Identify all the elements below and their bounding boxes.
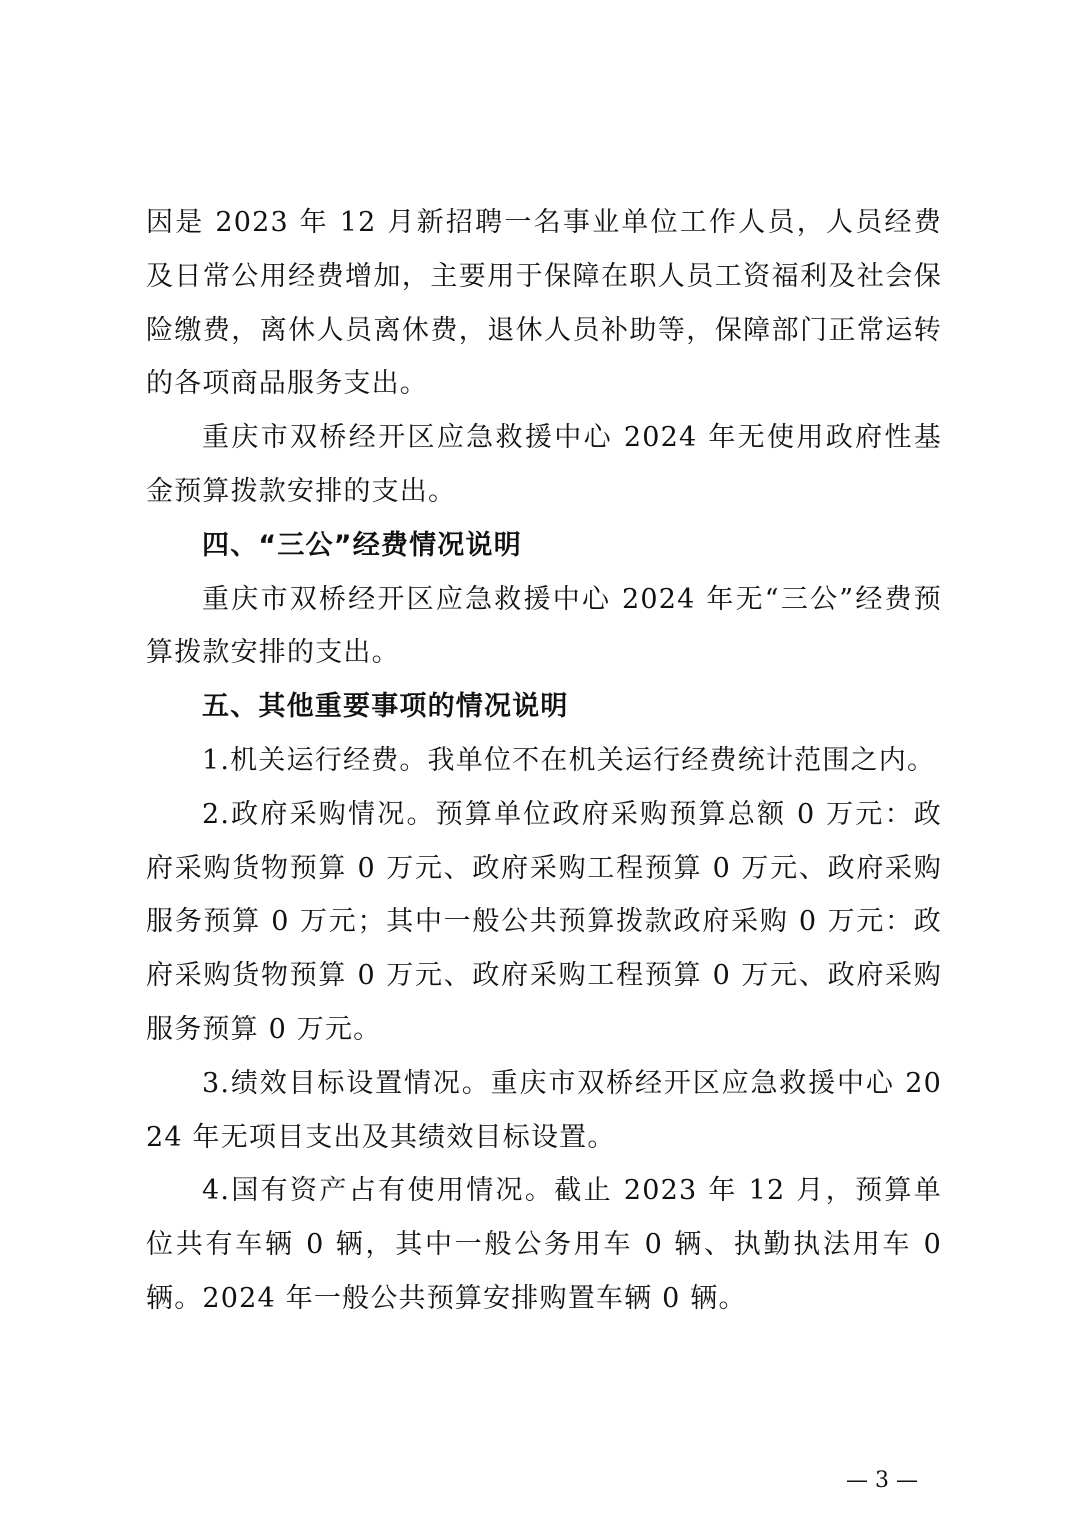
paragraph-personnel-expenses: 因是 2023 年 12 月新招聘一名事业单位工作人员，人员经费及日常公用经费增加，主要用于保障在职人员工资福利及社会保险缴费，离休人员离休费，退休人员补助等，保障部门正常运转的各项商品服务支出。: [146, 207, 942, 400]
document-body: [146, 196, 942, 1326]
paragraph-performance-targets: 3.绩效目标设置情况。重庆市双桥经开区应急救援中心 2024 年无项目支出及其绩效目标设置。: [146, 1067, 942, 1153]
section-heading-other-matters: 五、其他重要事项的情况说明: [202, 691, 569, 723]
paragraph-three-public-expenses: 重庆市双桥经开区应急救援中心 2024 年无“三公”经费预算拨款安排的支出。: [146, 583, 942, 669]
page-number: — 3 —: [846, 1468, 918, 1493]
section-heading-three-public: 四、“三公”经费情况说明: [202, 529, 522, 561]
paragraph-operating-expenses: 1.机关运行经费。我单位不在机关运行经费统计范围之内。: [202, 744, 936, 776]
paragraph-government-fund: 重庆市双桥经开区应急救援中心 2024 年无使用政府性基金预算拨款安排的支出。: [146, 422, 942, 507]
paragraph-procurement: 2.政府采购情况。预算单位政府采购预算总额 0 万元：政府采购货物预算 0 万元、政府采购工程预算 0 万元、政府采购服务预算 0 万元；其中一般公共预算拨款政府采购 0 万元：政府采购货物预算 0 万元、政府采购工程预算 0 万元、政府采购服务预算 0 万元。: [146, 798, 942, 1045]
paragraph-state-assets: 4.国有资产占有使用情况。截止 2023 年 12 月，预算单位共有车辆 0 辆，其中一般公务用车 0 辆、执勤执法用车 0 辆。2024 年一般公共预算安排购置车辆 0 辆。: [146, 1175, 942, 1314]
